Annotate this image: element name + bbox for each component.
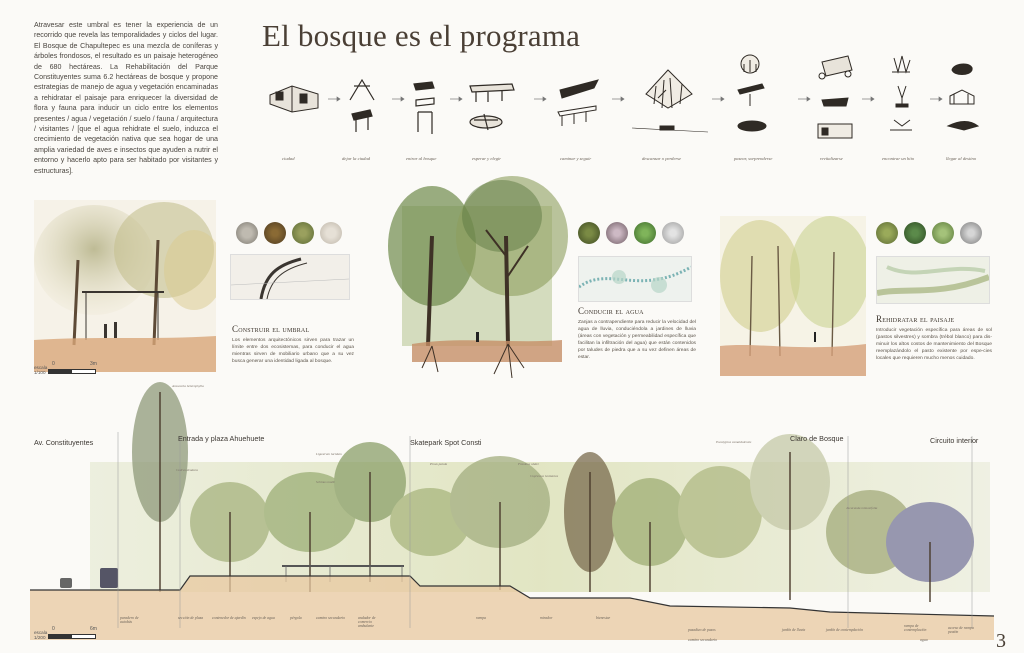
- section-header: Claro de Bosque: [790, 434, 844, 443]
- texture-swatch: [662, 222, 684, 244]
- section-text: Los elementos arquitectónicos sirven para trazar un límite entre dos ecosistemas, para conducir el agua mientras sirven de mobiliario urbano que a su vez busca generar una identidad ligada al bosque.: [232, 338, 354, 364]
- step-label: entrar al bosque: [406, 156, 437, 161]
- ground-tag: sección de plaza: [178, 616, 204, 620]
- umbral-detail: [230, 254, 350, 300]
- ground-tag: acceso de rampa peatón: [948, 626, 974, 634]
- step-label: encontrar un hito: [882, 156, 915, 161]
- section-header: Skatepark Spot Consti: [410, 438, 482, 447]
- scale-label: escala 1/100: [34, 365, 48, 375]
- species-label: Schinus molle: [316, 480, 335, 484]
- section-construir: [232, 324, 354, 365]
- page-title: El bosque es el programa: [262, 18, 581, 53]
- section-text: Introducir vegetación específica para áreas de sol (pastos silvestres) y sombra (trébol blanco) para dis-minuir los altos costos de mantenimiento del Bosque reemplazándolo el pasto existente por espe-cies locales que requieren mucho menos cuidado.: [876, 328, 992, 361]
- ground-tag: mirador: [540, 616, 553, 620]
- ground-tag: camino secundario: [316, 616, 345, 620]
- section-header: Circuito interior: [930, 436, 979, 445]
- section-title: Construir el umbral: [232, 324, 310, 334]
- scale-zero: 0: [52, 361, 55, 367]
- texture-swatch: [292, 222, 314, 244]
- section-text: Zanjas a contrapendiente para reducir la velocidad del agua de lluvia, conduciéndola a jardines de lluvia (áreas con vegetación y permeabilidad específica que facilitan la infiltración del agua) que están contenidos por taludes de piedra que a su vez definen áreas de estar.: [578, 320, 696, 360]
- section-title: Rehidratar el paisaje: [876, 314, 955, 324]
- umbral-illustration: [34, 200, 216, 372]
- ground-tag: jardín de lluvia: [782, 628, 806, 632]
- section-conducir: [578, 306, 696, 361]
- ground-tag: contenedor de ajardín: [212, 616, 246, 620]
- texture-swatch: [932, 222, 954, 244]
- step-dejar-icon: [350, 80, 374, 132]
- ground-tag: pérgola: [290, 616, 302, 620]
- species-label: Cupressus lusitanica: [530, 474, 559, 478]
- section-title: Conducir el agua: [578, 306, 644, 316]
- texture-swatch: [904, 222, 926, 244]
- ground-tag: andador de comercio ambulante: [358, 616, 376, 628]
- texture-swatch: [960, 222, 982, 244]
- paisaje-illustration: [720, 216, 866, 376]
- texture-swatch: [634, 222, 656, 244]
- texture-swatch: [236, 222, 258, 244]
- species-label: Eucalyptus camaldulensis: [716, 440, 752, 444]
- step-label: revitalizarse: [820, 156, 843, 161]
- scale-end: 6m: [90, 626, 97, 632]
- species-label: Araucaria heterophylla: [172, 384, 204, 388]
- section-header: Entrada y plaza Ahuehuete: [178, 434, 265, 443]
- ground-tag: espejo de agua: [252, 616, 275, 620]
- step-revitalizarse-icon: [818, 56, 852, 138]
- step-label: caminar y seguir: [560, 156, 592, 161]
- step-label: descansar o perderse: [642, 156, 682, 161]
- step-descansar-icon: [632, 70, 708, 132]
- ground-tag: rampa: [476, 616, 486, 620]
- step-hito-icon: [890, 56, 912, 130]
- species-label: Pinus patula: [430, 462, 448, 466]
- section-header: Av. Constituyentes: [34, 438, 94, 447]
- ground-tag: pasadizo de pasos: [688, 628, 716, 632]
- step-caminar-icon: [558, 80, 598, 126]
- texture-swatch: [264, 222, 286, 244]
- step-entrar-icon: [414, 82, 434, 134]
- intro-paragraph: Atravesar este umbral es tener la experiencia de un recorrido que revela las temporalidades y ciclos del lugar. El Bosque de Chapultepec es una mezcla de coníferas y árboles frondosos, el resultado es un paisaje heterogéneo de 680 hectáreas. La Rehabilitación del Parque Constituyentes suma 6.2 hectáreas de bosque y propone estrategias de manejo de agua y vegetación encaminadas a rehidratar el paisaje para enriquecer la diversidad de flora y fauna para inducir un ciclo entre los elementos presentes / agua / vegetación / suelo / fauna / arquitectura / visitantes / [que el agua rehidrate el suelo, induzca el crecimiento de vegetación nativa que sea hogar de una amplia variedad de aves e insectos que ayuden a nutrir el entorno y hacerlo apto para ser habitado por visitantes y estructuras].: [34, 21, 218, 175]
- scale-label: escala 1/200: [34, 630, 48, 640]
- step-pasear-icon: [738, 55, 766, 131]
- species-label: Cedrus deodara: [176, 468, 198, 472]
- species-label: Fraxinus uhdei: [518, 462, 539, 466]
- step-label: pasear, sorprenderse: [734, 156, 773, 161]
- step-label: esperar y elegir: [472, 156, 502, 161]
- step-ciudad-icon: [270, 86, 318, 112]
- scale-zero: 0: [52, 626, 55, 632]
- texture-swatch: [578, 222, 600, 244]
- ground-tag: paradero de autobús: [120, 616, 139, 624]
- scale-end: 3m: [90, 361, 97, 367]
- texture-swatch: [876, 222, 898, 244]
- agua-illustration: [382, 176, 572, 386]
- ground-tag: bienestar: [596, 616, 611, 620]
- species-label: Jacaranda mimosifolia: [846, 506, 878, 510]
- step-label: dejar la ciudad: [342, 156, 371, 161]
- step-label: llegar al destino: [946, 156, 977, 161]
- ground-tag: camino secundario: [688, 638, 717, 642]
- ground-tag: rampa de contemplación: [904, 624, 927, 632]
- texture-swatch: [606, 222, 628, 244]
- ground-tag: agua: [920, 638, 928, 642]
- texture-swatch: [320, 222, 342, 244]
- section-rehidratar: [876, 314, 992, 362]
- paisaje-detail: [876, 256, 990, 304]
- step-label: ciudad: [282, 156, 295, 161]
- step-esperar-icon: [470, 84, 514, 130]
- page-number: 3: [996, 630, 1006, 652]
- species-label: Ligustrum lucidum: [316, 452, 342, 456]
- step-llegar-icon: [948, 64, 978, 130]
- program-diagram: [262, 50, 992, 170]
- ground-tag: jardín de contemplación: [826, 628, 863, 632]
- agua-detail: [578, 256, 692, 302]
